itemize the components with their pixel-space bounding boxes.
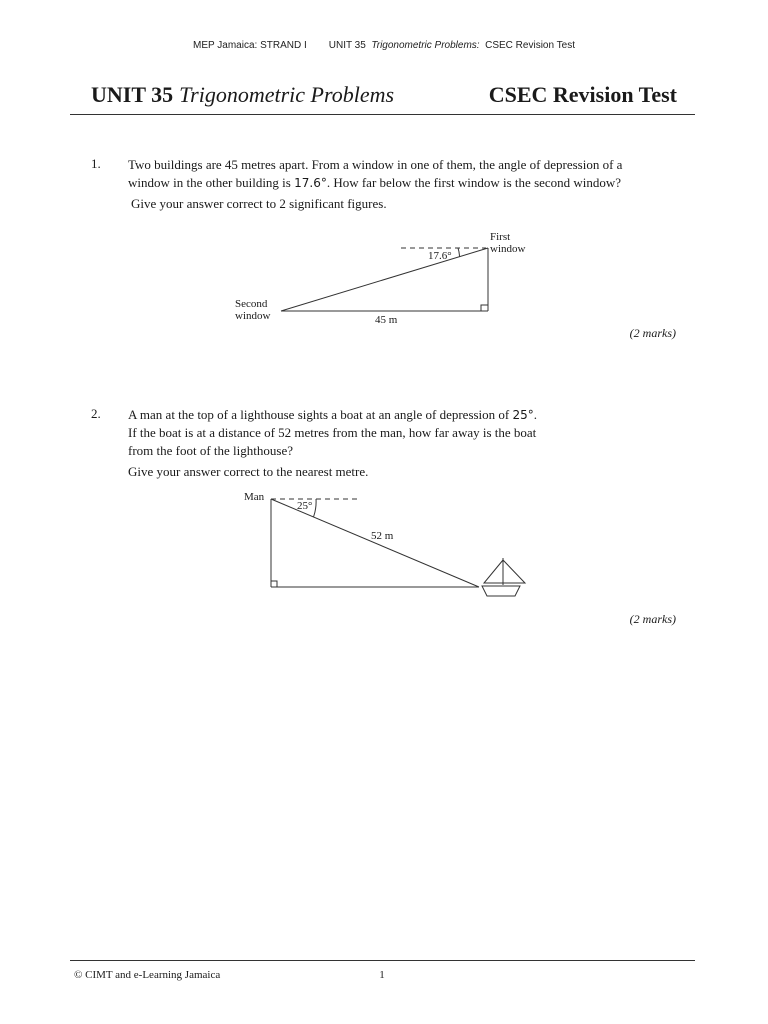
line-of-sight: [281, 248, 488, 311]
question-1-marks: (2 marks): [629, 326, 676, 340]
title-topic: Trigonometric Problems: [179, 82, 395, 107]
question-2-text: [128, 406, 688, 481]
title-unit: UNIT 35: [91, 82, 174, 107]
question-1-angle-value: 17.6°: [294, 176, 327, 190]
right-angle-marker: [481, 305, 488, 311]
man-label: Man: [244, 491, 265, 503]
hypotenuse-label: 52 m: [371, 530, 394, 542]
question-2-line-1-pre: A man at the top of a lighthouse sights a boat at an angle of depression of: [128, 407, 513, 422]
boat-icon: [482, 558, 525, 596]
question-2-angle-value: 25°: [512, 408, 534, 422]
question-2-line-1-post: .: [533, 407, 538, 422]
page-number: 1: [379, 969, 385, 981]
header-unit: UNIT 35: [328, 40, 366, 51]
question-2-line-2: If the boat is at a distance of 52 metres from the man, how far away is the boat: [128, 425, 537, 440]
second-window-label: Second: [235, 298, 268, 310]
question-2-number: 2.: [91, 406, 101, 421]
header-strand: MEP Jamaica: STRAND I: [193, 40, 307, 51]
angle-label: 25°: [297, 500, 313, 512]
header-test-name: CSEC Revision Test: [485, 40, 575, 51]
second-window-label-2: window: [235, 310, 271, 322]
angle-arc: [458, 248, 460, 257]
title-test-name: CSEC Revision Test: [488, 82, 677, 107]
angle-arc: [314, 499, 317, 517]
footer-rule: [70, 960, 695, 961]
question-1-diagram: [235, 231, 526, 326]
question-1-number: 1.: [91, 156, 101, 171]
first-window-label: First: [490, 231, 511, 243]
question-2-line-4: Give your answer correct to the nearest metre.: [128, 464, 369, 479]
question-2-line-3: from the foot of the lighthouse?: [128, 443, 293, 458]
question-2-line-1: [128, 406, 688, 424]
base-distance-label: 45 m: [375, 314, 398, 326]
question-1-line-3: Give your answer correct to 2 significant figures.: [131, 196, 387, 211]
footer-copyright: © CIMT and e-Learning Jamaica: [74, 969, 221, 981]
angle-label: 17.6°: [428, 250, 452, 262]
question-2-marks: (2 marks): [629, 612, 676, 626]
first-window-label-2: window: [490, 243, 526, 255]
question-1-line-2-post: . How far below the first window is the second window?: [326, 175, 622, 190]
question-1-line-2-pre: window in the other building is: [128, 175, 295, 190]
line-of-sight: [271, 499, 479, 587]
question-1-line-1: Two buildings are 45 metres apart. From a window in one of them, the angle of depression of a: [128, 157, 623, 172]
header-topic: Trigonometric Problems:: [371, 40, 480, 51]
question-2-diagram: [244, 491, 525, 596]
right-angle-marker: [271, 581, 277, 587]
